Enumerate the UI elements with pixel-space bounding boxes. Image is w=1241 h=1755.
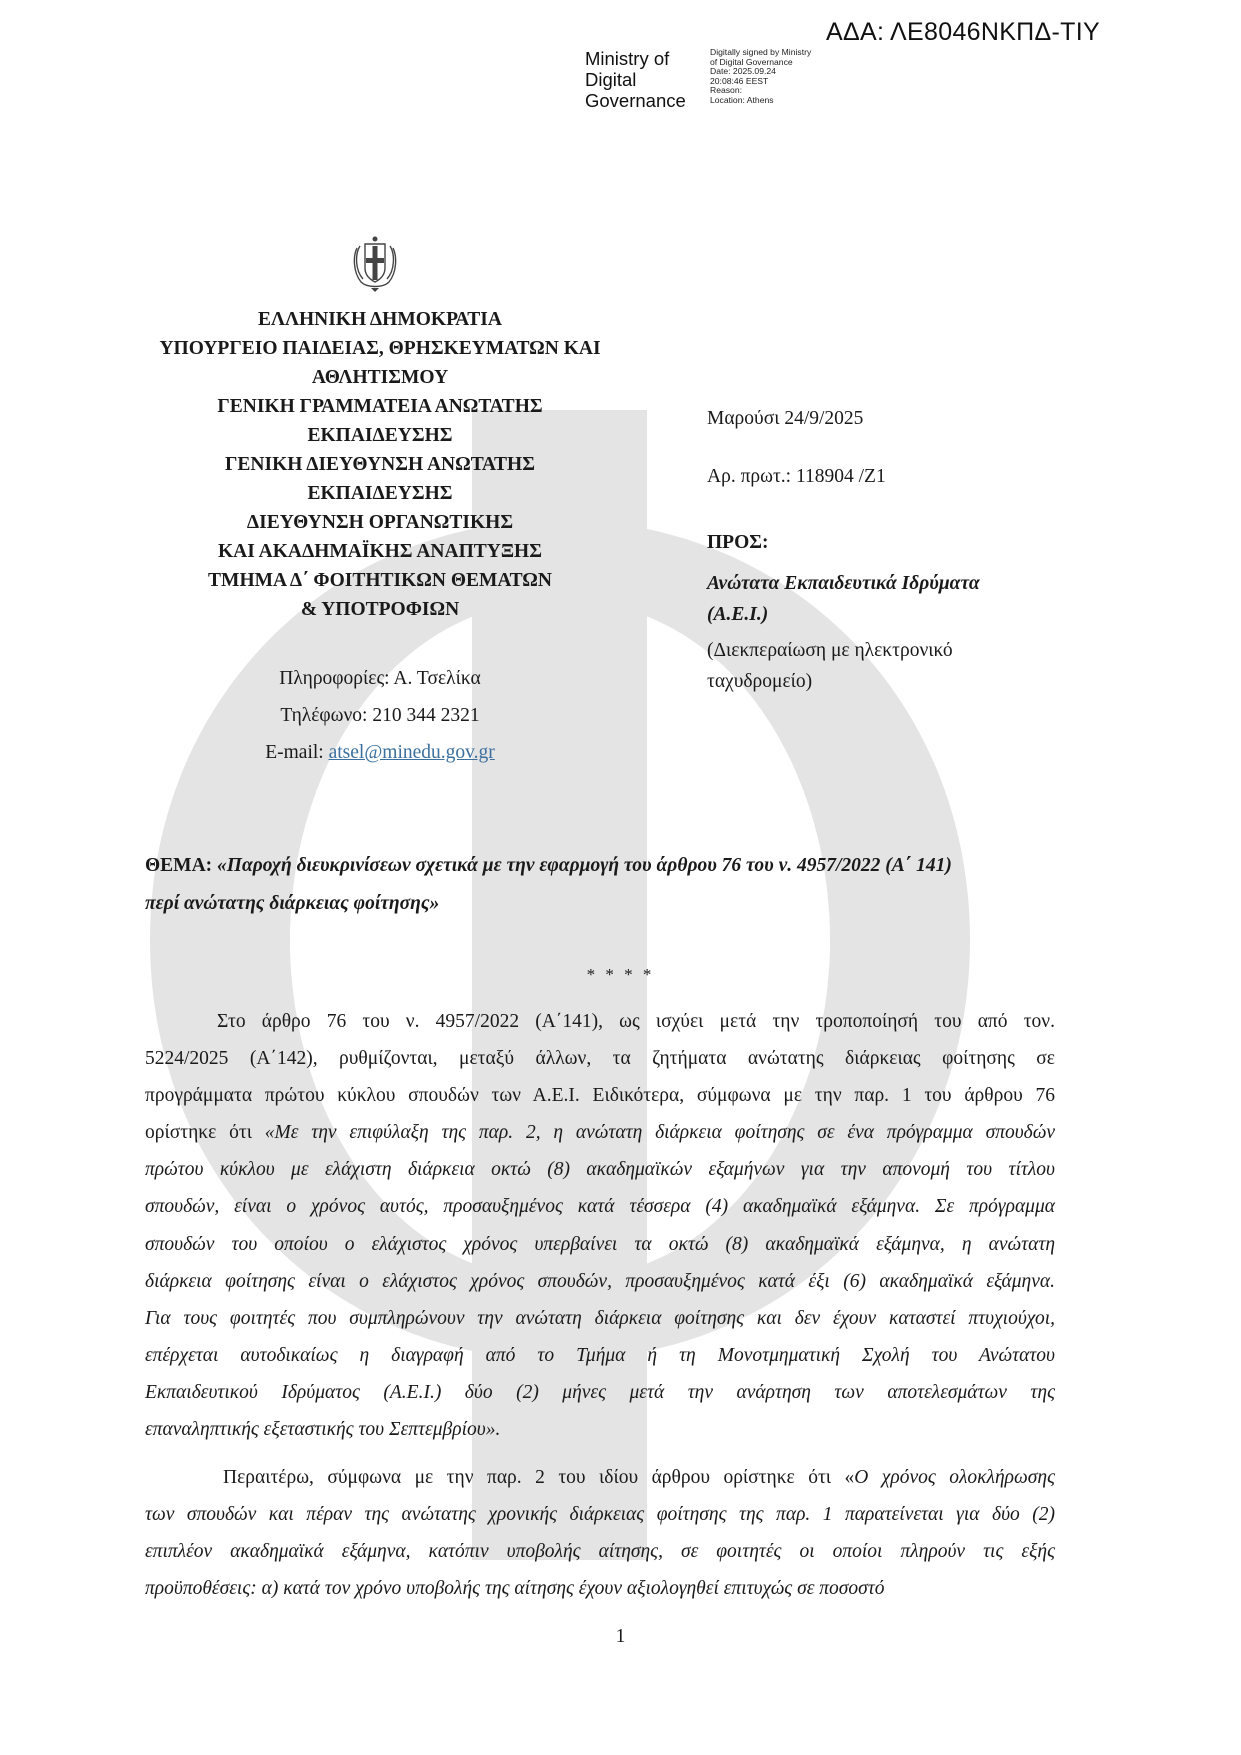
paragraph-line xyxy=(145,1003,1055,1040)
line-text: 5224/2025 (Α΄142), ρυθμίζονται, μεταξύ άλλων, τα ζητήματα ανώτατης διάρκειας φοίτησης σε xyxy=(145,1048,1055,1070)
line-text: επαναληπτικής εξεταστικής του Σεπτεμβρίου». xyxy=(145,1419,501,1441)
recipient-line: Ανώτατα Εκπαιδευτικά Ιδρύματα xyxy=(707,573,980,594)
signature-meta-line: of Digital Governance xyxy=(710,56,793,67)
subject-text: «Παροχή διευκρινίσεων σχετικά με την εφαρμογή του άρθρου 76 του ν. 4957/2022 (Α΄ 141) xyxy=(217,855,952,876)
signature-org-line: Digital xyxy=(585,69,637,90)
header-line: ΕΚΠΑΙΔΕΥΣΗΣ xyxy=(307,483,453,504)
subject-label: ΘΕΜΑ: xyxy=(145,855,218,876)
header-line: ΑΘΛΗΤΙΣΜΟΥ xyxy=(311,367,449,388)
header-line: ΓΕΝΙΚΗ ΔΙΕΥΘΥΝΣΗ ΑΝΩΤΑΤΗΣ xyxy=(225,454,535,475)
line-text: σπουδών, είναι ο χρόνος αυτός, προσαυξημένος κατά τέσσερα (4) ακαδημαϊκά εξάμηνα. Σε πρόγραμμα xyxy=(145,1196,1055,1218)
paragraph-line xyxy=(145,1300,1055,1337)
paragraph-line xyxy=(145,1459,1055,1496)
header-line: & ΥΠΟΤΡΟΦΙΩΝ xyxy=(300,599,460,620)
place-date: Μαρούσι 24/9/2025 xyxy=(707,408,864,429)
contact-block xyxy=(110,660,650,771)
line-text: Περαιτέρω, σύμφωνα με την παρ. 2 του ιδίου άρθρου ορίστηκε ότι « xyxy=(223,1467,855,1488)
ada-code: ΑΔΑ: ΛΕ8046ΝΚΠΔ-ΤΙΥ xyxy=(826,18,1100,46)
line-text: Στο άρθρο 76 του ν. 4957/2022 (Α΄141), ως ισχύει μετά την τροποποίησή του από τον. xyxy=(217,1011,1055,1032)
signature-meta-line: Location: Athens xyxy=(710,94,774,105)
recipient-note-line: (Διεκπεραίωση με ηλεκτρονικό xyxy=(707,640,953,661)
paragraph-line xyxy=(145,1040,1055,1077)
paragraph-line xyxy=(145,1496,1055,1533)
line-text: ορίστηκε ότι xyxy=(145,1122,265,1144)
paragraph-line xyxy=(145,1411,1055,1448)
paragraph-line xyxy=(145,1263,1055,1300)
signature-meta-line: Date: 2025.09.24 xyxy=(710,66,776,77)
header-line: ΥΠΟΥΡΓΕΙΟ ΠΑΙΔΕΙΑΣ, ΘΡΗΣΚΕΥΜΑΤΩΝ ΚΑΙ xyxy=(159,338,601,359)
to-label: ΠΡΟΣ: xyxy=(707,532,769,553)
paragraph-line xyxy=(145,1570,1055,1607)
contact-phone: Τηλέφωνο: 210 344 2321 xyxy=(280,705,480,726)
header-line: ΚΑΙ ΑΚΑΔΗΜΑΪΚΗΣ ΑΝΑΠΤΥΞΗΣ xyxy=(218,541,542,562)
signature-meta-line: Digitally signed by Ministry xyxy=(710,47,812,57)
line-quote-text: «Με την επιφύλαξη της παρ. 2, η ανώτατη διάρκεια φοίτησης σε ένα πρόγραμμα σπουδών xyxy=(264,1122,1055,1144)
signature-meta-line: Reason: xyxy=(710,85,743,96)
header-line: ΔΙΕΥΘΥΝΣΗ ΟΡΓΑΝΩΤΙΚΗΣ xyxy=(246,512,514,533)
recipient-line: (Α.Ε.Ι.) xyxy=(707,604,769,625)
email-label: E-mail: xyxy=(265,742,329,763)
greek-coat-of-arms-icon xyxy=(349,234,401,292)
paragraph-line xyxy=(145,1533,1055,1570)
recipient-note-line: ταχυδρομείο) xyxy=(707,671,813,692)
recipient xyxy=(707,568,980,630)
signature-organization xyxy=(585,48,686,111)
line-text: προϋποθέσεις: α) κατά τον χρόνο υποβολής της αίτησης έχουν αξιολογηθεί επιτυχώς σε ποσοστό xyxy=(145,1578,885,1600)
header-line: ΕΛΛΗΝΙΚΗ ΔΗΜΟΚΡΑΤΙΑ xyxy=(258,309,502,330)
subject-line-2: περί ανώτατης διάρκειας φοίτησης» xyxy=(145,893,440,914)
contact-email-row xyxy=(110,734,650,771)
header-line: ΕΚΠΑΙΔΕΥΣΗΣ xyxy=(307,425,453,446)
paragraph-line xyxy=(145,1077,1055,1114)
paragraph-2 xyxy=(145,1459,1055,1607)
issuing-authority-header xyxy=(110,305,650,624)
page-number: 1 xyxy=(615,1626,626,1647)
protocol-number: Αρ. πρωτ.: 118904 /Ζ1 xyxy=(707,466,886,487)
line-quote-text: Ο χρόνος ολοκλήρωσης xyxy=(854,1467,1055,1488)
paragraph-line xyxy=(145,1151,1055,1188)
paragraph-line xyxy=(145,1226,1055,1263)
line-text: των σπουδών και πέραν της ανώτατης χρονικής διάρκειας φοίτησης της παρ. 1 παρατείνεται για δύο (2) xyxy=(145,1504,1055,1526)
header-line: ΤΜΗΜΑ Δ΄ ΦΟΙΤΗΤΙΚΩΝ ΘΕΜΑΤΩΝ xyxy=(208,570,552,591)
paragraph-1 xyxy=(145,1003,1055,1448)
paragraph-line xyxy=(145,1374,1055,1411)
line-text: προγράμματα πρώτου κύκλου σπουδών των Α.Ε.Ι. Ειδικότερα, σύμφωνα με την παρ. 1 του άρθρου 76 xyxy=(145,1085,1055,1107)
contact-info: Πληροφορίες: Α. Τσελίκα xyxy=(279,668,481,689)
subject xyxy=(145,847,1055,923)
email-link[interactable]: atsel@minedu.gov.gr xyxy=(328,742,495,763)
line-text: Για τους φοιτητές που συμπληρώνουν την ανώτατη διάρκεια φοίτησης και δεν έχουν καταστεί πτυχιούχοι, xyxy=(145,1307,1055,1329)
paragraph-line xyxy=(145,1337,1055,1374)
signature-org-line: Ministry of xyxy=(585,48,670,69)
line-text: επιπλέον ακαδημαϊκά εξάμηνα, κατόπιν υποβολής αίτησης, σε φοιτητές οι οποίοι πληρούν τις εξής xyxy=(145,1541,1055,1563)
signature-details xyxy=(710,48,811,106)
line-text: διάρκεια φοίτησης είναι ο ελάχιστος χρόνος σπουδών, προσαυξημένος κατά έξι (6) ακαδημαϊκά εξάμηνα. xyxy=(145,1270,1055,1292)
signature-meta-line: 20:08:46 EEST xyxy=(710,75,769,86)
line-text: πρώτου κύκλου με ελάχιστη διάρκεια οκτώ (8) ακαδημαϊκών εξαμήνων για την απονομή του τίτλου xyxy=(145,1159,1055,1181)
header-line: ΓΕΝΙΚΗ ΓΡΑΜΜΑΤΕΙΑ ΑΝΩΤΑΤΗΣ xyxy=(217,396,543,417)
line-text: σπουδών του οποίου ο ελάχιστος χρόνος υπερβαίνει τα οκτώ (8) ακαδημαϊκά εξάμηνα, η ανώτατη xyxy=(145,1233,1055,1255)
line-text: Εκπαιδευτικού Ιδρύματος (Α.Ε.Ι.) δύο (2) μήνες μετά την ανάρτηση των αποτελεσμάτων της xyxy=(145,1381,1055,1403)
separator: * * * * xyxy=(586,965,655,984)
paragraph-line xyxy=(145,1114,1055,1151)
signature-org-line: Governance xyxy=(585,90,686,111)
line-text: επέρχεται αυτοδικαίως η διαγραφή από το Τμήμα ή τη Μονοτμηματική Σχολή του Ανώτατου xyxy=(145,1344,1055,1366)
paragraph-line xyxy=(145,1188,1055,1225)
subject-line-1 xyxy=(145,847,1055,885)
recipient-note xyxy=(707,635,953,697)
